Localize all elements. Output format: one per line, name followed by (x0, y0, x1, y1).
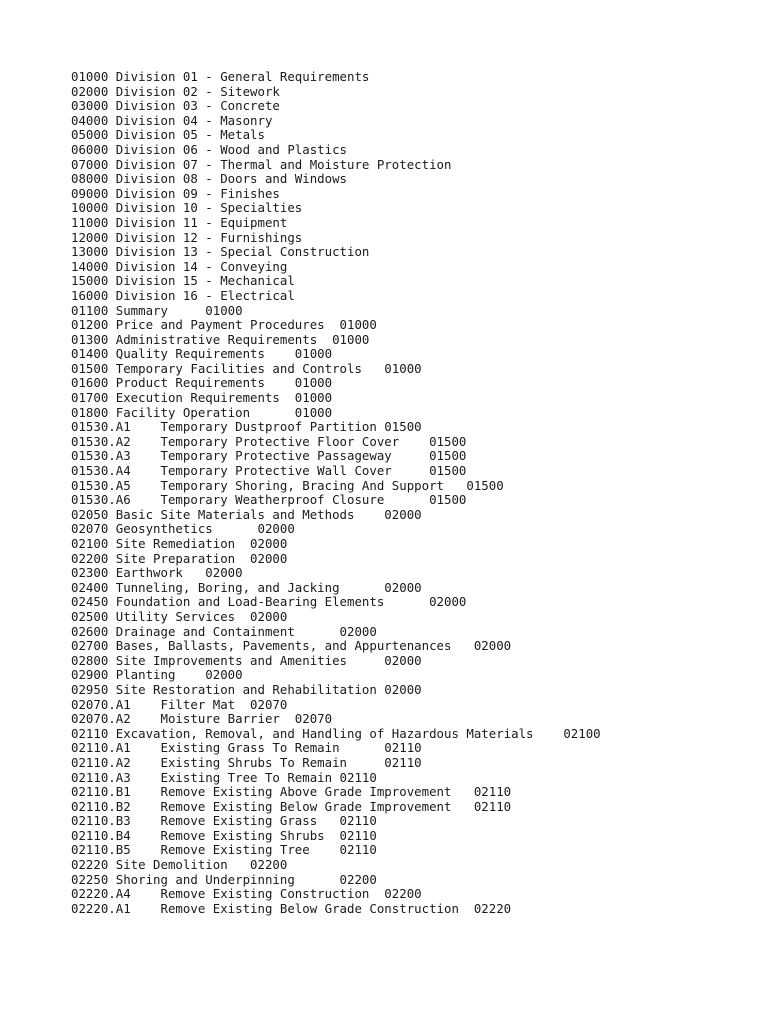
list-item: 01100 Summary 01000 (71, 302, 243, 318)
list-item: 02110.A3 Existing Tree To Remain 02110 (71, 769, 377, 785)
list-item: 02800 Site Improvements and Amenities 02000 (71, 652, 422, 668)
list-item: 02450 Foundation and Load-Bearing Elements 02000 (71, 594, 467, 610)
list-item: 01400 Quality Requirements 01000 (71, 346, 333, 362)
list-item: 01530.A6 Temporary Weatherproof Closure 01500 (71, 492, 467, 508)
list-item: 12000 Division 12 - Furnishings (71, 229, 303, 245)
list-item: 02110.B1 Remove Existing Above Grade Improvement 02110 (71, 784, 512, 800)
list-item: 01700 Execution Requirements 01000 (71, 390, 333, 406)
list-item: 02110.B5 Remove Existing Tree 02110 (71, 842, 377, 858)
list-item: 02900 Planting 02000 (71, 667, 243, 683)
list-item: 01530.A4 Temporary Protective Wall Cover 01500 (71, 463, 467, 479)
list-item: 02200 Site Preparation 02000 (71, 550, 288, 566)
list-item: 01530.A2 Temporary Protective Floor Cover 01500 (71, 433, 467, 449)
list-item: 02110.B2 Remove Existing Below Grade Improvement 02110 (71, 798, 512, 814)
list-item: 02110 Excavation, Removal, and Handling of Hazardous Materials 02100 (71, 725, 601, 741)
list-item: 02070.A2 Moisture Barrier 02070 (71, 711, 333, 727)
list-item: 01200 Price and Payment Procedures 01000 (71, 317, 377, 333)
list-item: 02000 Division 02 - Sitework (71, 83, 280, 99)
list-item: 02110.B4 Remove Existing Shrubs 02110 (71, 827, 377, 843)
list-item: 02220 Site Demolition 02200 (71, 857, 288, 873)
list-item: 09000 Division 09 - Finishes (71, 185, 280, 201)
list-item: 02110.A2 Existing Shrubs To Remain 02110 (71, 754, 422, 770)
list-item: 02220.A4 Remove Existing Construction 02200 (71, 886, 422, 902)
list-item: 15000 Division 15 - Mechanical (71, 273, 295, 289)
list-item: 06000 Division 06 - Wood and Plastics (71, 141, 348, 157)
list-item: 08000 Division 08 - Doors and Windows (71, 171, 348, 187)
list-item: 13000 Division 13 - Special Construction (71, 244, 370, 260)
list-item: 03000 Division 03 - Concrete (71, 98, 280, 114)
list-item: 01600 Product Requirements 01000 (71, 375, 333, 391)
list-item: 02110.A1 Existing Grass To Remain 02110 (71, 740, 422, 756)
list-item: 01800 Facility Operation 01000 (71, 404, 333, 420)
specification-division-list (71, 70, 731, 916)
list-item: 02250 Shoring and Underpinning 02200 (71, 871, 377, 887)
list-item: 01530.A3 Temporary Protective Passageway 01500 (71, 448, 467, 464)
list-item: 02400 Tunneling, Boring, and Jacking 02000 (71, 579, 422, 595)
list-item: 02050 Basic Site Materials and Methods 02000 (71, 506, 422, 522)
list-item: 11000 Division 11 - Equipment (71, 214, 288, 230)
list-item: 02220.A1 Remove Existing Below Grade Construction 02220 (71, 900, 512, 916)
list-item: 01500 Temporary Facilities and Controls 01000 (71, 360, 422, 376)
list-item: 02110.B3 Remove Existing Grass 02110 (71, 813, 377, 829)
list-item: 02300 Earthwork 02000 (71, 565, 243, 581)
list-item: 02950 Site Restoration and Rehabilitation 02000 (71, 681, 422, 697)
list-item: 01000 Division 01 - General Requirements (71, 69, 370, 84)
list-item: 07000 Division 07 - Thermal and Moisture Protection (71, 156, 452, 172)
list-item: 02070 Geosynthetics 02000 (71, 521, 295, 537)
list-item: 14000 Division 14 - Conveying (71, 258, 288, 274)
list-item: 04000 Division 04 - Masonry (71, 112, 273, 128)
list-item: 02700 Bases, Ballasts, Pavements, and Appurtenances 02000 (71, 638, 512, 654)
list-item: 02100 Site Remediation 02000 (71, 536, 288, 551)
list-item: 01300 Administrative Requirements 01000 (71, 331, 370, 347)
list-item: 01530.A5 Temporary Shoring, Bracing And Support 01500 (71, 477, 504, 493)
list-item: 02500 Utility Services 02000 (71, 608, 288, 624)
list-item: 02070.A1 Filter Mat 02070 (71, 696, 288, 712)
list-item: 05000 Division 05 - Metals (71, 127, 265, 143)
list-item: 02600 Drainage and Containment 02000 (71, 623, 377, 639)
list-item: 16000 Division 16 - Electrical (71, 287, 295, 303)
list-item: 10000 Division 10 - Specialties (71, 200, 303, 216)
list-item: 01530.A1 Temporary Dustproof Partition 01500 (71, 419, 422, 435)
